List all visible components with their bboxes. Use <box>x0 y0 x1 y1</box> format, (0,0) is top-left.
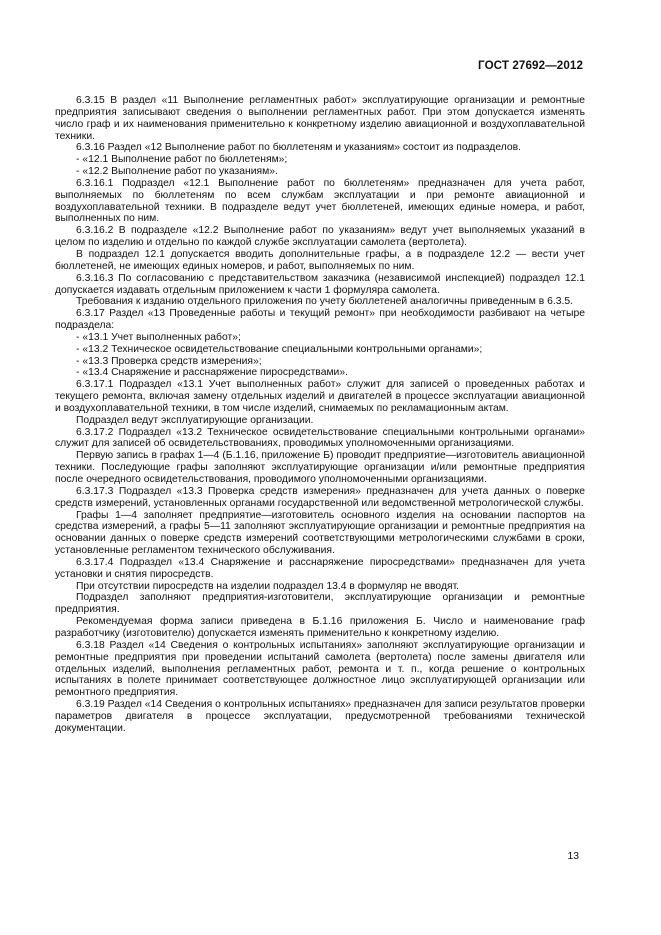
list-item: - «13.1 Учет выполненных работ»; <box>76 331 241 343</box>
list-item: - «12.2 Выполнение работ по указаниям». <box>76 166 278 178</box>
list-item: - «13.4 Снаряжение и расснаряжение пиросредствами». <box>76 367 348 379</box>
paragraph: 6.3.16.3 По согласованию с представительством заказчика (независимой инспекцией) подраздел 12.1 допускается издавать отдельным приложением к части 1 формуляра самолета. <box>55 272 585 296</box>
paragraph: 6.3.17.2 Подраздел «13.2 Техническое освидетельствование специальными контрольными органами» служит для записей об освидетельствованиях, проводимых уполномоченными организациями. <box>55 426 585 450</box>
page-number: 13 <box>567 851 579 862</box>
paragraph: 6.3.16.2 В подразделе «12.2 Выполнение работ по указаниям» ведут учет выполняемых указаний в целом по изделию и отдельно по каждой службе эксплуатации самолета (вертолета). <box>55 225 585 249</box>
paragraph: Требования к изданию отдельного приложения по учету бюллетеней аналогичны приведенным в 6.3.5. <box>76 296 574 308</box>
paragraph: 6.3.16 Раздел «12 Выполнение работ по бюллетеням и указаниям» состоит из подразделов. <box>76 142 521 154</box>
list-item: - «13.3 Проверка средств измерения»; <box>76 355 262 367</box>
paragraph: 6.3.17.4 Подраздел «13.4 Снаряжение и расснаряжение пиросредствами» предназначен для учета установки и снятия пиросредств. <box>55 556 585 580</box>
paragraph: 6.3.18 Раздел «14 Сведения о контрольных испытаниях» заполняют эксплуатирующие организации и ремонтные предприятия при проведении испытаний самолета (вертолета) после замены двигателя или отдельных изделий, выполнения регламентных работ, ремонта и т. п., когда решение о контрольных испытаниях в полете принимает соответствующее должностное лицо эксплуатирующей организации или ремонтного предприятия. <box>55 639 585 699</box>
paragraph: Подраздел заполняют предприятия-изготовители, эксплуатирующие организации и ремонтные предприятия. <box>55 592 585 616</box>
paragraph: Подраздел ведут эксплуатирующие организации. <box>76 414 314 426</box>
paragraph: 6.3.17.1 Подраздел «13.1 Учет выполненных работ» служит для записей о проведенных работах и текущего ремонта, включая замену отдельных изделий и двигателей в процессе эксплуатации авиационной и воздухоплавательной техники, в том числе изделий, снимаемых по рекламационным актам. <box>55 379 585 414</box>
paragraph: При отсутствии пиросредств на изделии подраздел 13.4 в формуляр не вводят. <box>76 580 460 592</box>
list-item: - «13.2 Техническое освидетельствование специальными контрольными органами»; <box>76 343 483 355</box>
paragraph: 6.3.15 В раздел «11 Выполнение регламентных работ» эксплуатирующие организации и ремонтные предприятия записывают сведения о выполнении регламентных работ. При этом допускается изменять число граф и их наименования применительно к конкретному изделию авиационной и воздухоплавательной техники. <box>55 95 585 142</box>
paragraph: Рекомендуемая форма записи приведена в Б.1.16 приложения Б. Число и наименование граф разработчику (изготовителю) допускается изменять применительно к конкретному изделию. <box>55 616 585 639</box>
paragraph: 6.3.19 Раздел «14 Сведения о контрольных испытаниях» предназначен для записи результатов проверки параметров двигателя в процессе эксплуатации, предусмотренной требованиями технической документации. <box>55 699 585 734</box>
paragraph: 6.3.17.3 Подраздел «13.3 Проверка средств измерения» предназначен для учета данных о поверке средств измерений, установленных органами государственной или ведомственной метрологической службы. <box>55 485 585 509</box>
document-header: ГОСТ 27692—2012 <box>478 59 583 72</box>
paragraph: Первую запись в графах 1—4 (Б.1.16, приложение Б) проводит предприятие—изготовитель авиационной техники. Последующие графы заполняют эксплуатирующие организации и/или ремонтные предприятия после очередного освидетельствования, проводимого уполномоченными организациями. <box>55 450 585 485</box>
document-body <box>55 95 585 735</box>
list-item: - «12.1 Выполнение работ по бюллетеням»; <box>76 154 288 166</box>
paragraph: 6.3.16.1 Подраздел «12.1 Выполнение работ по бюллетеням» предназначен для учета работ, выполняемых по бюллетеням по всем службам эксплуатации и при ремонте авиационной и воздухоплавательной техники. В подразделе ведут учет бюллетеней, имеющих единые номера, и работ, выполненных по ним. <box>55 177 585 225</box>
paragraph: В подраздел 12.1 допускается вводить дополнительные графы, а в подразделе 12.2 — вести учет бюллетеней, не имеющих единых номеров, и работ, выполняемых по ним. <box>55 248 585 272</box>
paragraph: Графы 1—4 заполняет предприятие—изготовитель основного изделия на основании паспортов на средства измерений, а графы 5—11 заполняют эксплуатирующие организации и ремонтные предприятия на основании данных о поверке средств измерений соответствующими метрологическими службами в сроки, установленные регламентом технического обслуживания. <box>55 509 585 557</box>
paragraph: 6.3.17 Раздел «13 Проведенные работы и текущий ремонт» при необходимости разбивают на четыре подраздела: <box>55 308 585 332</box>
